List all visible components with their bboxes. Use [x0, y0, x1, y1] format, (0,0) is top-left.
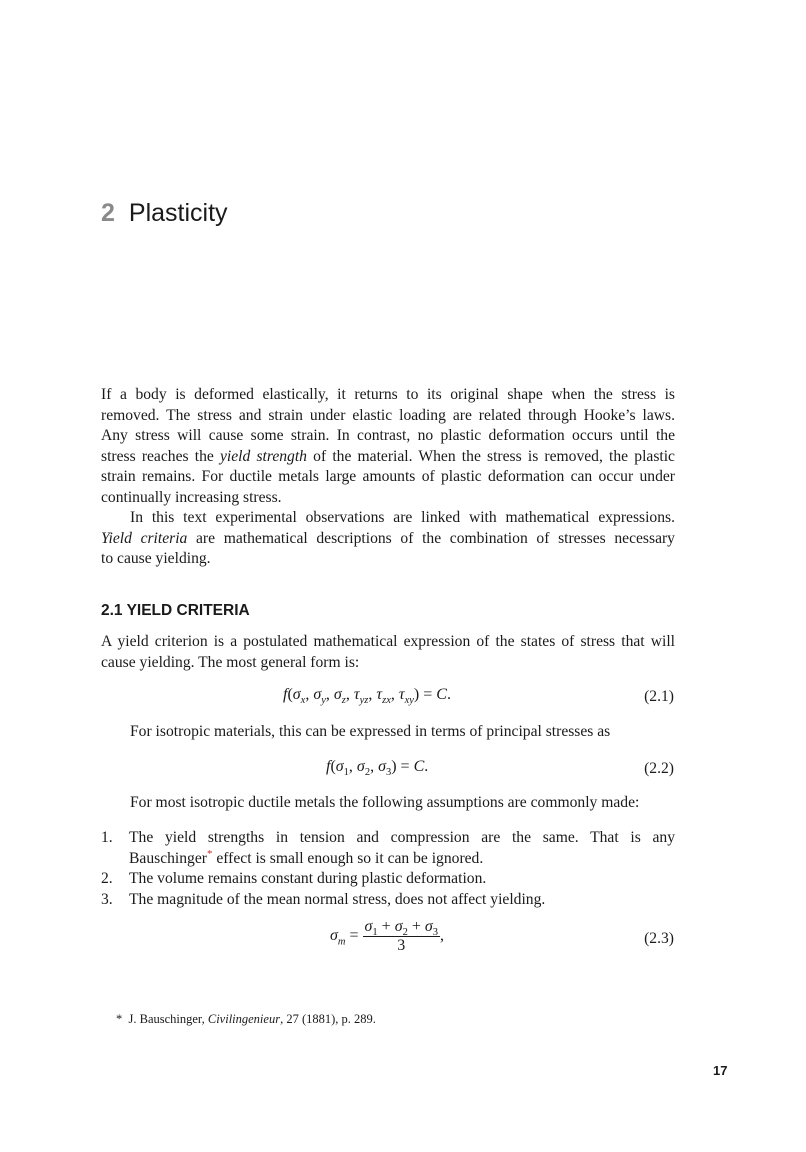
- text-line: For most isotropic ductile metals the following assumptions are commonly made:: [130, 794, 640, 811]
- chapter-title: Plasticity: [128, 199, 228, 227]
- text-line: [101, 529, 675, 550]
- text-line: The yield strengths in tension and compression are the same. That is any: [129, 829, 675, 846]
- text-span: effect is small enough so it can be ignored.: [212, 849, 484, 867]
- list-item-number: 2.: [101, 870, 113, 887]
- text-line: continually increasing stress.: [101, 488, 282, 506]
- text-line: [101, 447, 675, 468]
- equation-2-2: $f(\sigma_1$, $\sigma_2$, $\sigma_3) = C$.: [326, 758, 429, 779]
- text-line: A yield criterion is a postulated mathematical expression of the states of stress that will: [101, 633, 675, 650]
- text-line: strain remains. For ductile metals large amounts of plastic deformation can occur under: [101, 468, 675, 485]
- text-line: The volume remains constant during plastic deformation.: [129, 870, 487, 887]
- text-line: In this text experimental observations are linked with mathematical expressions.: [130, 509, 675, 526]
- equation-number: (2.3): [644, 930, 674, 947]
- list-item-number: 3.: [101, 890, 113, 908]
- equation-number: (2.2): [644, 760, 674, 777]
- section-paragraph-1: [101, 632, 675, 673]
- section-paragraph-3: [101, 793, 675, 814]
- equation-2-1: $f(\sigma_x$, $\sigma_y$, $\sigma_z$, $\tau_{yz}$, $\tau_{zx}$, $\tau_{xy}) = C$.: [283, 686, 451, 707]
- list-item-number: 1.: [101, 829, 113, 846]
- assumptions-list: [101, 828, 675, 910]
- term-yield-strength: yield strength: [219, 447, 307, 465]
- text-line: [129, 849, 675, 870]
- text-span: are mathematical descriptions of the combination of stresses necessary: [196, 529, 675, 547]
- section-heading: 2.1 YIELD CRITERIA: [101, 602, 250, 619]
- text-span: of the material. When the stress is removed, the plastic: [313, 447, 675, 465]
- list-item: [101, 828, 675, 869]
- term-yield-criteria: Yield criteria: [101, 529, 188, 547]
- footnote-author: J. Bauschinger,: [128, 1012, 205, 1026]
- list-item: [101, 869, 675, 890]
- footnote-details: , 27 (1881), p. 289.: [280, 1012, 376, 1026]
- page-number: 17: [713, 1063, 728, 1078]
- footnote-star: *: [116, 1012, 123, 1026]
- equation-number: (2.1): [644, 688, 674, 705]
- text-line: If a body is deformed elastically, it returns to its original shape when the stress is: [101, 386, 675, 403]
- section-paragraph-2: [101, 722, 675, 743]
- text-line: removed. The stress and strain under elastic loading are related through Hooke’s laws.: [101, 406, 675, 424]
- text-line: The magnitude of the mean normal stress, does not affect yielding.: [129, 890, 546, 908]
- intro-paragraph-1: [101, 385, 675, 508]
- footnote-journal: Civilingenieur: [207, 1012, 281, 1026]
- text-line: to cause yielding.: [101, 550, 211, 567]
- text-span: stress reaches the: [101, 447, 214, 465]
- text-line: For isotropic materials, this can be expressed in terms of principal stresses as: [130, 723, 611, 740]
- text-span: Bauschinger: [129, 849, 207, 867]
- footnote-marker: *: [206, 847, 213, 860]
- footnote: [116, 1012, 376, 1027]
- chapter-number: 2: [101, 199, 115, 227]
- intro-paragraph-2: [101, 508, 675, 570]
- equation-2-3: $\sigma_m$ = $\frac{\sigma_1 + \sigma_2 + \sigma_3}{3}$ ,: [330, 918, 444, 954]
- text-line: cause yielding. The most general form is:: [101, 653, 360, 671]
- list-item: [101, 890, 675, 911]
- chapter-heading: [101, 199, 228, 228]
- text-line: Any stress will cause some strain. In contrast, no plastic deformation occurs until the: [101, 427, 675, 444]
